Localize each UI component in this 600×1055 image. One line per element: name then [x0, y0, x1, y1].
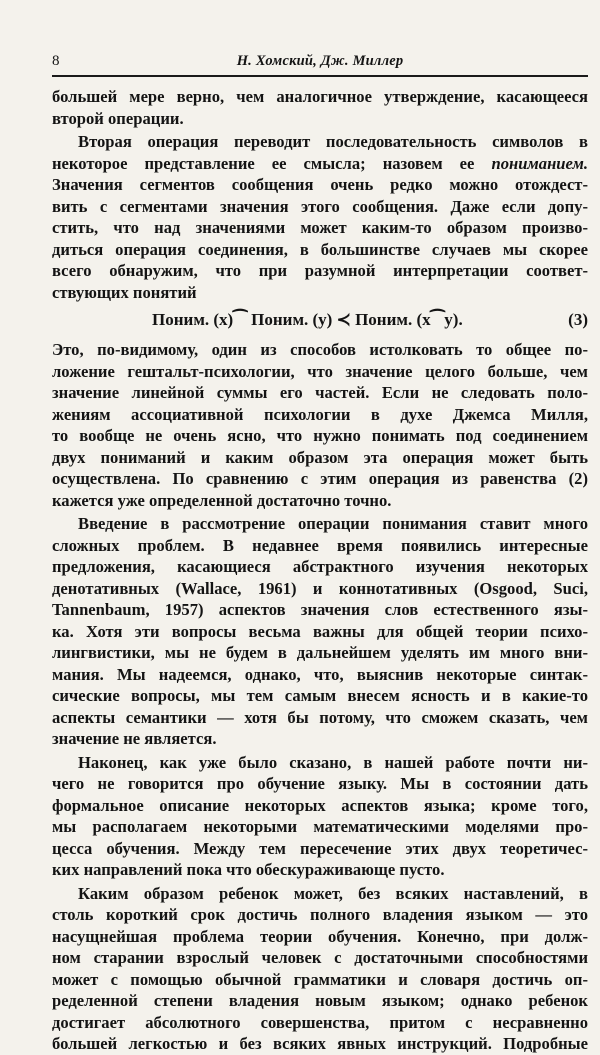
text-line: большей мере верно, чем аналогичное утверждение, касающееся	[52, 87, 588, 106]
paragraph	[52, 513, 588, 750]
text-line: стить, что над значениями может каким-то образом произво-	[52, 218, 588, 237]
text-line: ка. Хотя эти вопросы весьма важны для общей теории психо-	[52, 621, 588, 641]
text-line: аспекты семантики — хотя бы потому, что сможем сказать, чем	[52, 707, 588, 727]
text-line: чего не говорится про обучение языку. Мы в состоянии дать	[52, 774, 588, 793]
text-line	[52, 153, 588, 175]
page-number: 8	[52, 53, 60, 69]
text-line: столь короткий срок достичь полного владения языком — это	[52, 905, 588, 924]
paragraph	[52, 752, 588, 881]
text-line: значение не является.	[52, 729, 217, 748]
text-line: ределенной степени владения новым языком; однако ребенок	[52, 991, 588, 1010]
text-line: предложения, касающиеся абстрактного изучения некоторых	[52, 557, 588, 576]
text-line: кажется уже определенной достаточно точно.	[52, 490, 392, 510]
text-line: Значения сегментов сообщения очень редко можно отождест-	[52, 175, 588, 194]
text-line: формальное описание некоторых аспектов языка; кроме того,	[52, 795, 588, 815]
text-line: денотативных (Wallace, 1961) и коннотативных (Osgood, Suci,	[52, 578, 588, 598]
text-line: значение линейной суммы его частей. Если не следовать поло-	[52, 383, 588, 402]
paragraph	[52, 339, 588, 511]
text-line: лингвистики, мы не будем в дальнейшем уделять им много вни-	[52, 643, 588, 662]
text-line: мания. Мы надеемся, однако, что, выяснив некоторые синтак-	[52, 664, 588, 684]
text-line: достигает абсолютного совершенства, притом с несравненно	[52, 1012, 588, 1032]
text-line: то вообще не очень ясно, что нужно понимать под соединением	[52, 426, 588, 445]
paragraph	[52, 86, 588, 129]
text-line: диться операция соединения, в большинстве случаев мы скорее	[52, 239, 588, 259]
text-line: сические вопросы, мы тем самым внесем ясность и в какие-то	[52, 686, 588, 705]
text-line: Каким образом ребенок может, без всяких наставлений, в	[78, 883, 588, 903]
text-line: ном старании взрослый человек с достаточными способностями	[52, 948, 588, 967]
text-line: Tannenbaum, 1957) аспектов значения слов естественного язы-	[52, 600, 588, 619]
text-line: может с помощью обычной грамматики и словаря достичь оп-	[52, 969, 588, 989]
text-line: ких направлений пока что обескураживающе пусто.	[52, 860, 445, 879]
text-line: насущнейшая проблема теории обучения. Конечно, при долж-	[52, 926, 588, 946]
text-line: большей легкостью и без всяких явных инструкций. Подробные	[52, 1034, 588, 1053]
text-line: цесса обучения. Между тем пересечение этих двух теоретичес-	[52, 838, 588, 858]
formula-expression: Поним. (x)⁀ Поним. (y) ≺ Поним. (x⁀y).	[152, 310, 463, 329]
text-line: осуществлена. По сравнению с этим операция из равенства (2)	[52, 469, 588, 488]
paragraph	[52, 131, 588, 303]
text-line: Введение в рассмотрение операции понимания ставит много	[78, 514, 588, 533]
text-line: вить с сегментами значения этого сообщения. Даже если допу-	[52, 196, 588, 216]
running-head: Н. Хомский, Дж. Миллер	[236, 53, 404, 69]
page-header	[52, 51, 588, 75]
text-line: жениям ассоциативной психологии в духе Джемса Милля,	[52, 404, 588, 424]
text-line: Наконец, как уже было сказано, в нашей работе почти ни-	[78, 752, 588, 772]
formula	[52, 307, 588, 333]
text-line: сложных проблем. В недавнее время появились интересные	[52, 535, 588, 555]
text-line: ложение гештальт-психологии, что значение целого больше, чем	[52, 361, 588, 381]
text-line: всего обнаружим, что при разумной интерпретации соответ-	[52, 261, 588, 280]
text-line: двух пониманий и каким образом эта операция может быть	[52, 447, 588, 467]
body-text	[52, 86, 588, 1055]
text-line: мы располагаем некоторыми математическими моделями про-	[52, 817, 588, 836]
header-rule	[52, 75, 588, 77]
text-run: некоторое представление ее смысла; назовем ее	[52, 153, 475, 173]
paragraph	[52, 883, 588, 1055]
text-line: Это, по-видимому, один из способов истолковать то общее по-	[52, 340, 588, 359]
formula-number: (3)	[568, 310, 588, 329]
emphasized-term: пониманием.	[491, 153, 588, 173]
text-line: Вторая операция переводит последовательность символов в	[78, 132, 588, 151]
text-line: второй операции.	[52, 108, 184, 128]
text-line: ствующих понятий	[52, 282, 197, 302]
